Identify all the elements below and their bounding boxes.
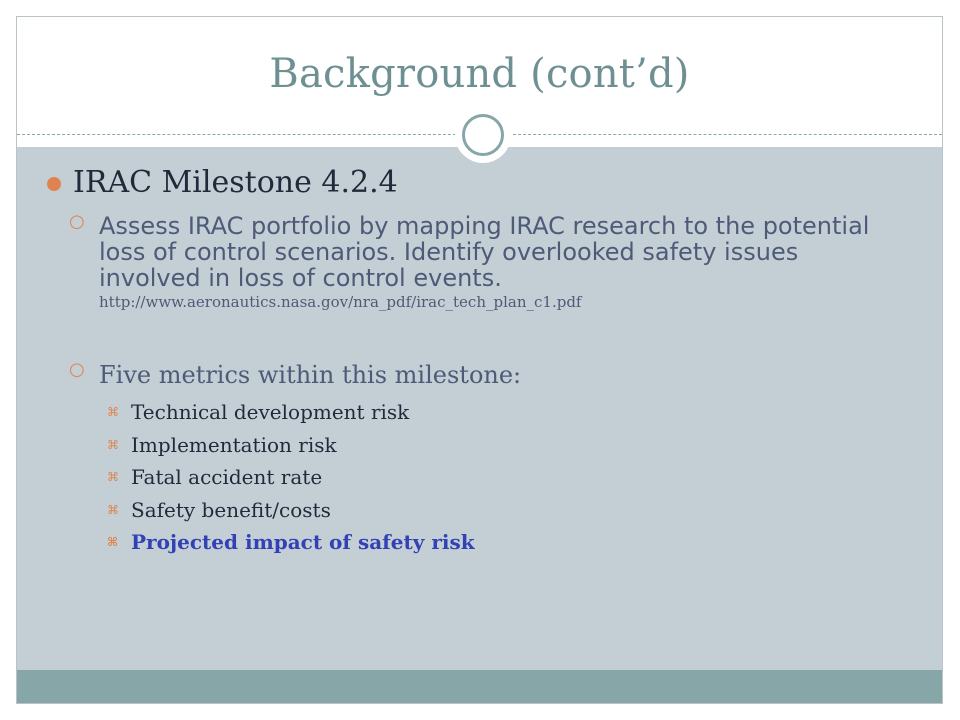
metric-text: Projected impact of safety risk <box>131 530 475 554</box>
ring-icon <box>455 107 511 163</box>
metric-text: Safety benefit/costs <box>131 498 331 522</box>
cross-icon: ⌘ <box>107 503 119 517</box>
assess-text: Assess IRAC portfolio by mapping IRAC research to the potential loss of control scenarios. Identify overlooked safety issues involved in loss of control events. <box>99 212 870 292</box>
metric-item <box>107 400 409 424</box>
ring-inner <box>462 114 504 156</box>
metric-text: Implementation risk <box>131 433 337 457</box>
cross-icon: ⌘ <box>107 405 119 419</box>
hollow-circle-icon: ○ <box>69 359 85 380</box>
metric-text: Technical development risk <box>131 400 410 424</box>
hollow-circle-icon: ○ <box>69 211 85 232</box>
metrics-intro-item <box>69 361 521 389</box>
slide <box>16 16 943 704</box>
milestone-heading-text: IRAC Milestone 4.2.4 <box>73 165 398 200</box>
metric-item-highlighted <box>107 530 475 554</box>
cross-icon: ⌘ <box>107 470 119 484</box>
metrics-intro-text: Five metrics within this milestone: <box>99 361 522 389</box>
footer-band <box>17 670 942 704</box>
assess-item <box>69 213 909 312</box>
milestone-heading <box>47 165 398 200</box>
metric-item <box>107 465 322 489</box>
assess-text-block <box>99 213 907 312</box>
metric-item <box>107 433 337 457</box>
cross-icon: ⌘ <box>107 535 119 549</box>
metric-item <box>107 498 331 522</box>
filled-circle-icon <box>47 177 61 191</box>
slide-title: Background (cont’d) <box>269 51 690 97</box>
cross-icon: ⌘ <box>107 438 119 452</box>
metric-text: Fatal accident rate <box>131 465 323 489</box>
assess-url[interactable]: http://www.aeronautics.nasa.gov/nra_pdf/irac_tech_plan_c1.pdf <box>99 293 582 311</box>
